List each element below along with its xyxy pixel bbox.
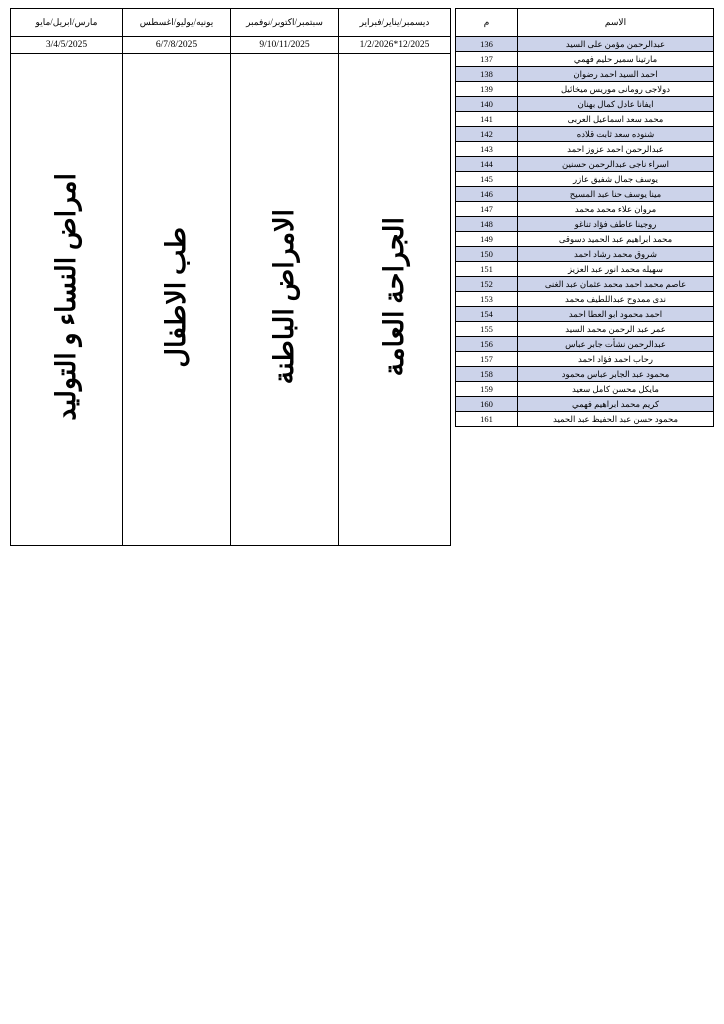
roster-cell-name: مايكل محسن كامل سعيد <box>518 382 714 397</box>
roster-cell-name: سهيله محمد انور عبد العزيز <box>518 262 714 277</box>
department-cell-4 <box>11 54 123 546</box>
roster-cell-name: احمد محمود ابو العطا احمد <box>518 307 714 322</box>
dates-row <box>11 37 451 54</box>
table-row <box>456 202 714 217</box>
table-row <box>456 337 714 352</box>
months-header-cell-4: مارس/ابريل/مايو <box>11 9 123 37</box>
dates-cell-4: 3/4/5/2025 <box>11 37 123 54</box>
roster-cell-number: 157 <box>456 352 518 367</box>
months-header-row <box>11 9 451 37</box>
roster-cell-name: مارتينا سمير حليم فهمي <box>518 52 714 67</box>
department-label-2: الامراض الباطنة <box>268 209 299 385</box>
dates-cell-1: 12/2025*1/2/2026 <box>339 37 451 54</box>
departments-row <box>11 54 451 546</box>
roster-cell-number: 136 <box>456 37 518 52</box>
table-row <box>456 412 714 427</box>
roster-cell-number: 153 <box>456 292 518 307</box>
roster-cell-name: عاصم محمد احمد محمد عثمان عبد الغنى <box>518 277 714 292</box>
roster-cell-number: 144 <box>456 157 518 172</box>
roster-cell-name: عبدالرحمن مؤمن على السيد <box>518 37 714 52</box>
table-row <box>456 37 714 52</box>
roster-cell-name: عبدالرحمن نشأت جابر عباس <box>518 337 714 352</box>
roster-cell-number: 149 <box>456 232 518 247</box>
months-header-cell-1: ديسمبر/يناير/فبراير <box>339 9 451 37</box>
department-label-4: امراض النساء و التوليد <box>50 173 81 421</box>
rotation-schedule-table <box>10 8 451 546</box>
roster-cell-number: 137 <box>456 52 518 67</box>
roster-cell-number: 139 <box>456 82 518 97</box>
roster-cell-name: روجينا عاطف فؤاد تناغو <box>518 217 714 232</box>
table-row <box>456 292 714 307</box>
roster-cell-number: 152 <box>456 277 518 292</box>
student-roster-table <box>455 8 714 427</box>
roster-cell-number: 155 <box>456 322 518 337</box>
roster-cell-name: رحاب احمد فؤاد احمد <box>518 352 714 367</box>
table-row <box>456 67 714 82</box>
roster-cell-number: 147 <box>456 202 518 217</box>
table-row <box>456 217 714 232</box>
roster-cell-name: اسراء ناجى عبدالرحمن حسنين <box>518 157 714 172</box>
months-header-cell-3: يونيه/يوليو/اغسطس <box>123 9 231 37</box>
table-row <box>456 307 714 322</box>
roster-cell-number: 154 <box>456 307 518 322</box>
roster-cell-number: 148 <box>456 217 518 232</box>
roster-cell-number: 142 <box>456 127 518 142</box>
roster-cell-name: محمود حسن عبد الحفيظ عبد الحميد <box>518 412 714 427</box>
table-row <box>456 322 714 337</box>
roster-cell-name: شروق محمد رشاد احمد <box>518 247 714 262</box>
roster-cell-name: احمد السيد احمد رضوان <box>518 67 714 82</box>
roster-cell-name: مروان علاء محمد محمد <box>518 202 714 217</box>
roster-cell-name: عمر عبد الرحمن محمد السيد <box>518 322 714 337</box>
roster-cell-name: يوسف جمال شفيق عازر <box>518 172 714 187</box>
roster-cell-number: 151 <box>456 262 518 277</box>
roster-cell-name: محمد ابراهيم عبد الحميد دسوقى <box>518 232 714 247</box>
department-label-1: الجراحة العامة <box>378 217 409 377</box>
table-row <box>456 172 714 187</box>
department-cell-1 <box>339 54 451 546</box>
roster-cell-number: 141 <box>456 112 518 127</box>
roster-cell-name: كريم محمد ابراهيم فهمي <box>518 397 714 412</box>
roster-cell-name: شنوده سعد ثابت قلاده <box>518 127 714 142</box>
table-row <box>456 82 714 97</box>
roster-cell-number: 161 <box>456 412 518 427</box>
table-row <box>456 142 714 157</box>
table-row <box>456 382 714 397</box>
dates-cell-2: 9/10/11/2025 <box>231 37 339 54</box>
roster-header-name: الاسم <box>518 9 714 37</box>
table-row <box>456 262 714 277</box>
table-row <box>456 367 714 382</box>
roster-cell-number: 140 <box>456 97 518 112</box>
roster-cell-name: ايفانا عادل كمال بهنان <box>518 97 714 112</box>
table-row <box>456 97 714 112</box>
table-row <box>456 52 714 67</box>
roster-cell-name: دولاجى رومانى موريس ميخائيل <box>518 82 714 97</box>
roster-cell-number: 158 <box>456 367 518 382</box>
roster-cell-name: عبدالرحمن احمد عزوز احمد <box>518 142 714 157</box>
table-row <box>456 352 714 367</box>
roster-cell-name: مينا يوسف حنا عبد المسيح <box>518 187 714 202</box>
roster-cell-number: 156 <box>456 337 518 352</box>
department-label-3: طب الاطفال <box>160 226 191 368</box>
roster-cell-name: ندى ممدوح عبداللطيف محمد <box>518 292 714 307</box>
roster-cell-number: 150 <box>456 247 518 262</box>
roster-header-number: م <box>456 9 518 37</box>
table-row <box>456 127 714 142</box>
roster-cell-number: 145 <box>456 172 518 187</box>
roster-cell-number: 138 <box>456 67 518 82</box>
roster-cell-number: 159 <box>456 382 518 397</box>
table-row <box>456 187 714 202</box>
roster-cell-number: 146 <box>456 187 518 202</box>
table-row <box>456 232 714 247</box>
roster-cell-name: محمد سعد اسماعيل العربى <box>518 112 714 127</box>
table-row <box>456 157 714 172</box>
table-row <box>456 277 714 292</box>
table-row <box>456 247 714 262</box>
dates-cell-3: 6/7/8/2025 <box>123 37 231 54</box>
months-header-cell-2: سبتمبر/اكتوبر/نوفمبر <box>231 9 339 37</box>
roster-cell-number: 160 <box>456 397 518 412</box>
department-cell-2 <box>231 54 339 546</box>
table-row <box>456 112 714 127</box>
roster-header-row <box>456 9 714 37</box>
roster-cell-name: محمود عبد الجابر عباس محمود <box>518 367 714 382</box>
table-row <box>456 397 714 412</box>
department-cell-3 <box>123 54 231 546</box>
roster-cell-number: 143 <box>456 142 518 157</box>
